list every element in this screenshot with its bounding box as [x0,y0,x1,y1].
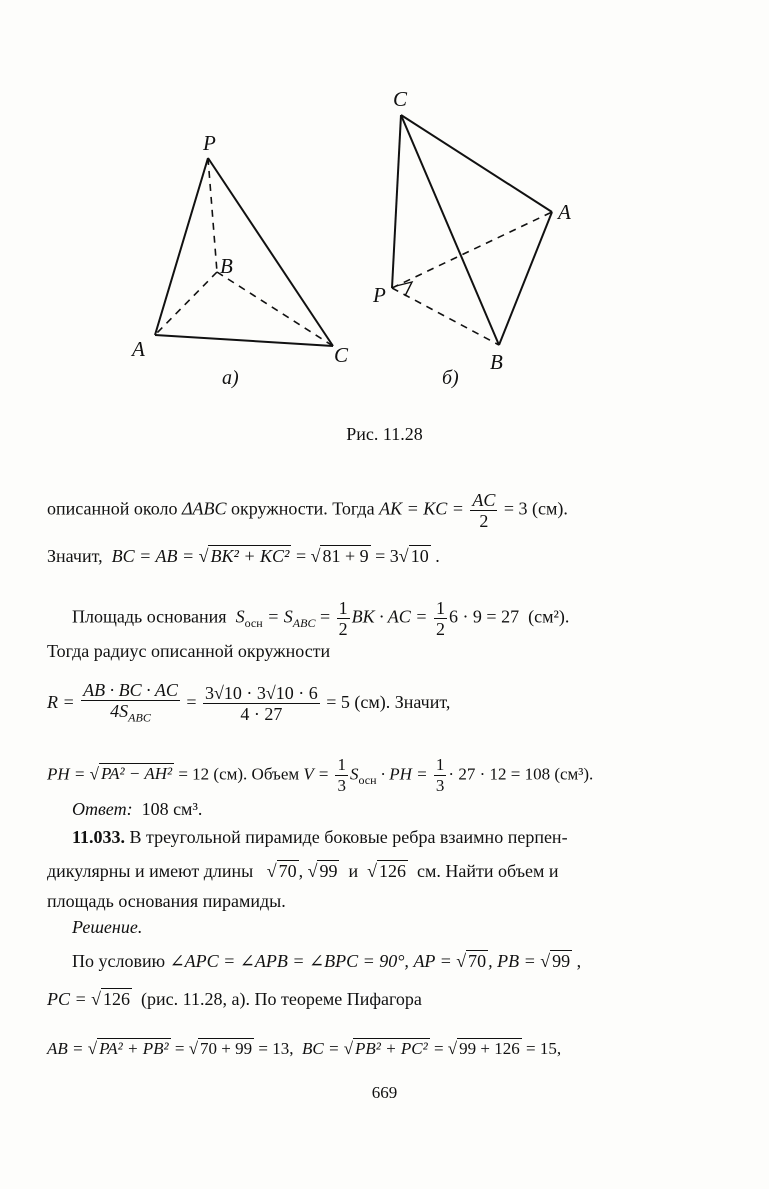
sqrt: √ 70 [456,951,487,971]
denominator: 4 · 27 [240,704,283,725]
problem-line-3: площадь основания пирамиды. [47,891,286,911]
math: AP = [413,951,452,971]
radicand: 70 + 99 [200,1039,253,1058]
sublabel-right: б) [442,367,459,389]
radicand: 126 [379,861,407,881]
radicand: PA² − AH² [100,764,173,784]
math: BC = [301,1039,340,1058]
sqrt: √ 70 + 99 [188,1039,253,1058]
text-line-1 [47,490,568,531]
radicand: PB² + PC² [355,1039,428,1058]
radicand: 99 + 126 [459,1039,520,1058]
math: = [174,1039,185,1058]
radicand: 81 + 9 [322,546,369,566]
sqrt: √ 81 + 9 [310,546,369,566]
math: BC = AB = [111,546,195,566]
problem-line-2 [47,860,559,882]
math: = S [267,606,293,627]
denominator: 2 [479,511,489,531]
math: V = [303,764,330,784]
sqrt: √ 10 [398,546,429,566]
figure-caption: Рис. 11.28 [346,424,423,444]
label-right-C: C [393,87,408,111]
text: (рис. 11.28, а). По теореме Пифагора [141,989,422,1009]
sqrt: √ PA² − AH² [89,764,173,784]
math: S [349,764,359,784]
fraction [335,755,348,796]
pyramid-right [392,115,552,345]
text: = 3 (см). [503,498,568,519]
math: 6 · 9 = 27 [448,606,520,627]
text: = 12 (см). Объем [178,764,300,784]
math: AK = KC = [379,498,464,519]
radicand: PA² + PB² [99,1039,169,1058]
numerator: 1 [338,598,348,618]
answer-label: Ответ: [72,799,133,819]
sqrt: √ 99 [540,951,571,971]
subscript: осн [244,616,263,631]
text: дикулярны и имеют длины [47,861,254,881]
text: Площадь основания [72,606,227,627]
math: R = [47,691,75,712]
denominator: 3 [435,776,445,795]
figure-pyramids [0,0,769,400]
label-left-B: B [220,254,233,278]
text-line-6 [47,755,593,796]
math: PH = [47,764,86,784]
math: = 13, [258,1039,294,1058]
text: (см²). [528,606,570,627]
fraction [203,683,320,724]
subscript: осн [358,772,377,787]
text-line-5 [47,680,450,728]
text: см. Найти объем и [417,861,559,881]
numerator: 1 [337,755,346,774]
label-right-B: B [490,350,503,374]
sqrt: √ PA² + PB² [87,1039,169,1058]
fraction [337,598,350,639]
sqrt: √ BK² + KC² [198,546,290,566]
math: AB = [47,1039,84,1058]
solution-line-3 [47,1038,561,1060]
solution-line-2 [47,988,422,1010]
numerator: 1 [435,598,445,618]
radicand: 70 [278,861,297,881]
denominator [81,701,180,728]
radicand: 10 [410,546,429,566]
answer-line [72,798,202,820]
sqrt: √ PB² + PC² [343,1039,428,1058]
numerator: AB · BC · AC [83,680,178,700]
radicand: 99 [552,951,571,971]
radicand: BK² + KC² [210,546,290,566]
label-left-A: A [132,337,145,361]
numerator: 3√10 · 3√10 · 6 [204,683,318,704]
math: PC = [47,989,87,1009]
text-line-3 [72,598,569,639]
solution-heading: Решение. [72,917,143,937]
sqrt: √ 126 [367,861,407,881]
math: · PH = [380,764,428,784]
page-number: 669 [371,1083,398,1102]
denominator: 2 [338,619,348,639]
math: = 3 [375,546,399,566]
subscript: ABC [128,710,151,725]
denominator-text: 4S [110,701,129,721]
math: ∠APC = ∠APB = ∠BPC = 90°, [169,951,409,971]
label-left-C: C [334,343,349,367]
sqrt: √ 126 [91,989,131,1009]
sqrt: √ 70 [266,861,297,881]
math: S [235,606,245,627]
text-line-2 [47,545,440,567]
text: окружности. Тогда [231,498,375,519]
math: = 15, [525,1039,562,1058]
math: , PB = [488,951,536,971]
text: описанной около [47,498,178,519]
denominator: 2 [435,619,445,639]
math: = [433,1039,444,1058]
text: = 5 (см). Значит, [326,691,451,712]
math: BK · AC = [351,606,428,627]
text: Значит, [47,546,103,566]
label-left-P: P [203,131,216,155]
radicand: 99 [319,861,338,881]
fraction [434,755,447,796]
solution-line-1 [72,950,581,972]
radicand: 126 [103,989,131,1009]
math: = [295,546,307,566]
answer-value: 108 см³. [141,799,203,819]
radicand: 70 [468,951,487,971]
math: · 27 · 12 = 108 (см³). [448,764,594,784]
problem-line-1 [72,826,568,848]
label-right-A: A [558,200,571,224]
numerator: 1 [435,755,445,774]
numerator: AC [472,490,496,510]
text-line-4: Тогда радиус описанной окружности [47,641,331,661]
denominator: 3 [337,776,346,795]
text: , [298,861,304,881]
text: По условию [72,951,166,971]
math: ΔABC [181,498,227,519]
fraction [434,598,447,639]
label-right-P: P [373,283,386,307]
sqrt: √ 99 [307,861,338,881]
sqrt: √ 99 + 126 [447,1039,520,1058]
subscript: ABC [292,616,316,631]
math: = [319,606,331,627]
math: = [186,691,197,712]
text: , [576,951,582,971]
text: и [348,861,359,881]
problem-number: 11.033. [72,827,126,847]
sublabel-left: а) [222,367,239,389]
pyramid-left [155,158,333,346]
text: В треугольной пирамиде боковые ребра взаимно перпен- [129,827,568,847]
fraction [470,490,497,531]
fraction [81,680,180,728]
text: . [435,546,440,566]
